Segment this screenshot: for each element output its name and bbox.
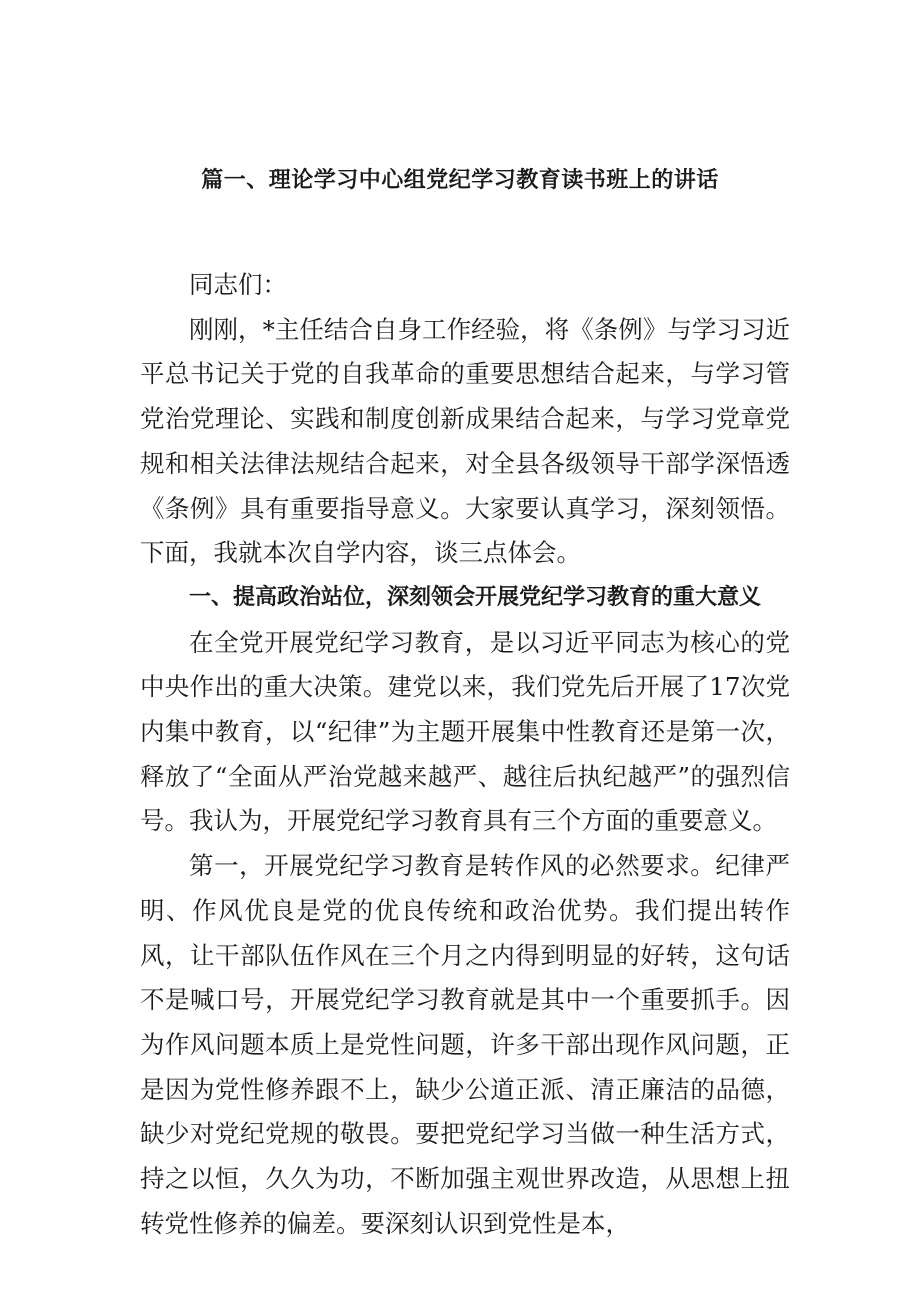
greeting: 同志们： [189,270,287,299]
document-title: 篇一、理论学习中心组党纪学习教育读书班上的讲话 [201,168,719,193]
section-heading: 一、提高政治站位，深刻领会开展党纪学习教育的重大意义 [189,584,762,610]
document-body [140,263,790,1246]
paragraph-significance: 在全党开展党纪学习教育，是以习近平同志为核心的党中央作出的重大决策。建党以来，我们党先后开展了17次党内集中教育，以“纪律”为主题开展集中性教育还是第一次，释放了“全面从严治党越来越严、越往后执纪越严”的强烈信号。我认为，开展党纪学习教育具有三个方面的重要意义。 [140,627,790,836]
paragraph-first-point: 第一，开展党纪学习教育是转作风的必然要求。纪律严明、作风优良是党的优良传统和政治优势。我们提出转作风，让干部队伍作风在三个月之内得到明显的好转，这句话不是喊口号，开展党纪学习教育就是其中一个重要抓手。因为作风问题本质上是党性问题，许多干部出现作风问题，正是因为党性修养跟不上，缺少公道正派、清正廉洁的品德，缺少对党纪党规的敬畏。要把党纪学习当做一种生活方式，持之以恒，久久为功，不断加强主观世界改造，从思想上扭转党性修养的偏差。要深刻认识到党性是本， [140,851,790,1238]
paragraph-opening: 刚刚，*主任结合自身工作经验，将《条例》与学习习近平总书记关于党的自我革命的重要思想结合起来，与学习管党治党理论、实践和制度创新成果结合起来，与学习党章党规和相关法律法规结合起来，对全县各级领导干部学深悟透《条例》具有重要指导意义。大家要认真学习，深刻领悟。下面，我就本次自学内容，谈三点体会。 [140,314,790,568]
